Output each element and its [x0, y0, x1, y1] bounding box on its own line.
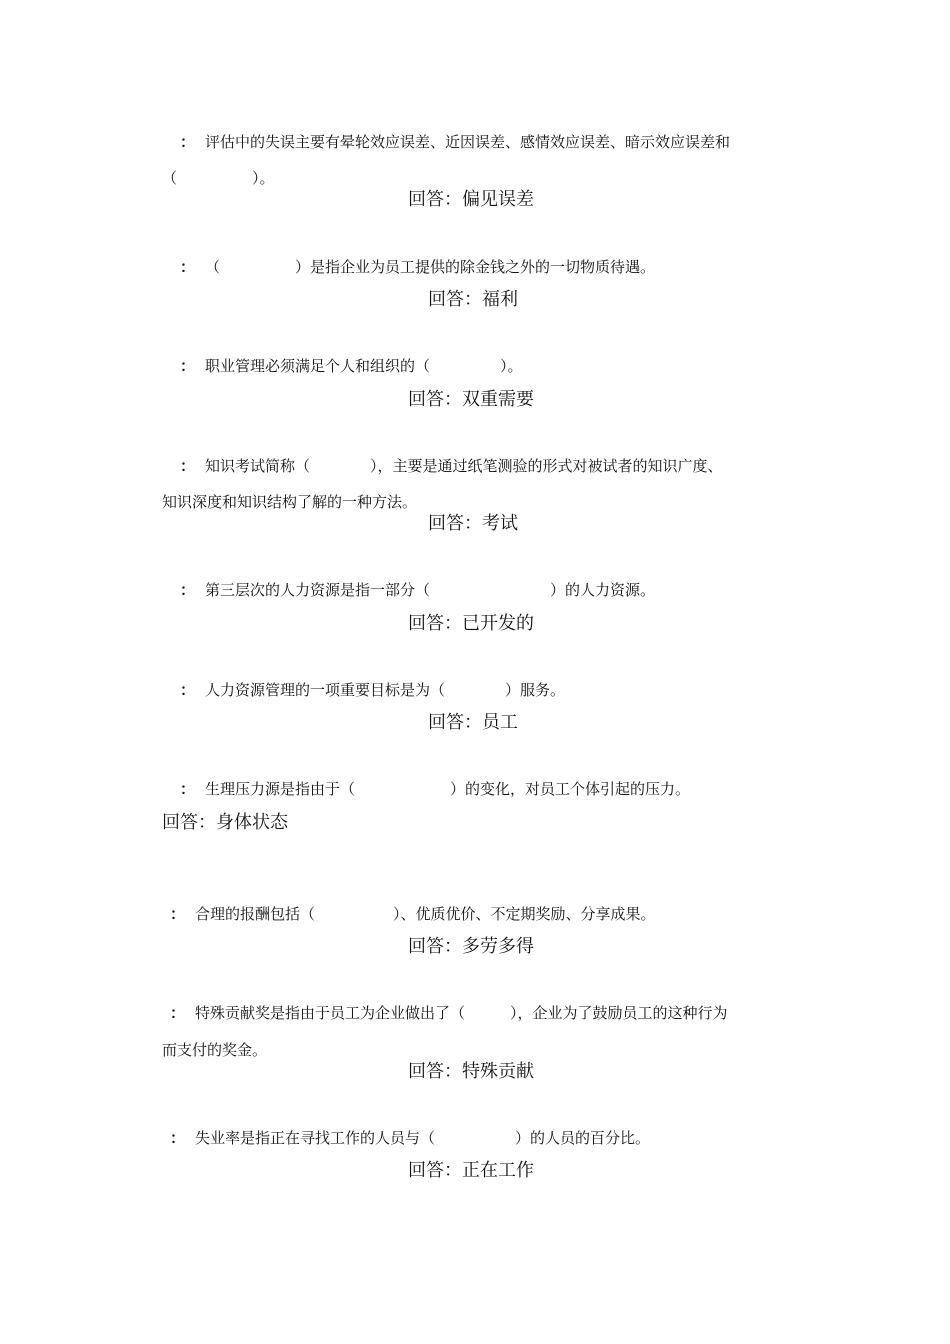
- question-text-after: ）。: [500, 357, 523, 375]
- question-text: 评估中的失误主要有晕轮效应误差、近因误差、感情效应误差、暗示效应误差和: [205, 133, 731, 151]
- question-text-before: 合理的报酬包括（: [195, 905, 316, 923]
- question-marker: ：: [180, 133, 196, 151]
- question-text-before: 人力资源管理的一项重要目标是为（: [205, 681, 446, 699]
- answer-1: 回答：偏见误差: [408, 189, 534, 210]
- answer-5: 回答：已开发的: [408, 613, 534, 634]
- question-4: [180, 456, 723, 476]
- question-3: [180, 356, 523, 376]
- question-marker: ：: [180, 457, 196, 475]
- question-text-after: ）、优质优价、不定期奖励、分享成果。: [393, 905, 656, 923]
- question-marker: ：: [180, 681, 196, 699]
- answer-9: 回答：特殊贡献: [408, 1061, 534, 1082]
- question-text-after: ）的人员的百分比。: [515, 1129, 651, 1147]
- question-text-after: ）是指企业为员工提供的除金钱之外的一切物质待遇。: [295, 258, 656, 276]
- answer-4: 回答：考试: [428, 513, 518, 534]
- question-6: [180, 680, 565, 700]
- question-marker: ：: [180, 581, 196, 599]
- question-text-before: 第三层次的人力资源是指一部分（: [205, 581, 431, 599]
- question-7: [180, 779, 690, 799]
- question-1-continuation: （ ）。: [162, 169, 275, 187]
- answer-10: 回答：正在工作: [408, 1160, 534, 1181]
- question-text-before: 失业率是指正在寻找工作的人员与（: [195, 1129, 436, 1147]
- question-text-after: ）的变化，对员工个体引起的压力。: [450, 780, 691, 798]
- answer-2: 回答：福利: [428, 289, 518, 310]
- question-9-continuation: 而支付的奖金。: [162, 1041, 268, 1059]
- question-1: [180, 132, 730, 152]
- question-marker: ：: [170, 1004, 186, 1022]
- question-text-after: ），企业为了鼓励员工的这种行为: [510, 1004, 728, 1022]
- question-10: [170, 1128, 650, 1148]
- answer-7: 回答：身体状态: [162, 812, 288, 833]
- question-5: [180, 580, 655, 600]
- question-text-before: 知识考试简称（: [205, 457, 311, 475]
- question-marker: ：: [180, 357, 196, 375]
- question-4-continuation: 知识深度和知识结构了解的一种方法。: [162, 493, 418, 511]
- answer-6: 回答：员工: [428, 712, 518, 733]
- question-text-after: ），主要是通过纸笔测验的形式对被试者的知识广度、: [370, 457, 723, 475]
- question-9: [170, 1003, 728, 1023]
- question-text-after: ）的人力资源。: [550, 581, 656, 599]
- question-8: [170, 904, 656, 924]
- question-text-before: 特殊贡献奖是指由于员工为企业做出了（: [195, 1004, 466, 1022]
- answer-3: 回答：双重需要: [408, 389, 534, 410]
- question-text-after: ）服务。: [505, 681, 566, 699]
- question-text-before: 生理压力源是指由于（: [205, 780, 356, 798]
- question-marker: ：: [180, 780, 196, 798]
- question-text-before: 职业管理必须满足个人和组织的（: [205, 357, 431, 375]
- answer-8: 回答：多劳多得: [408, 936, 534, 957]
- question-marker: ：: [170, 905, 186, 923]
- question-2: [180, 257, 655, 277]
- question-marker: ：: [180, 258, 196, 276]
- question-marker: ：: [170, 1129, 186, 1147]
- question-text-before: （: [205, 258, 221, 276]
